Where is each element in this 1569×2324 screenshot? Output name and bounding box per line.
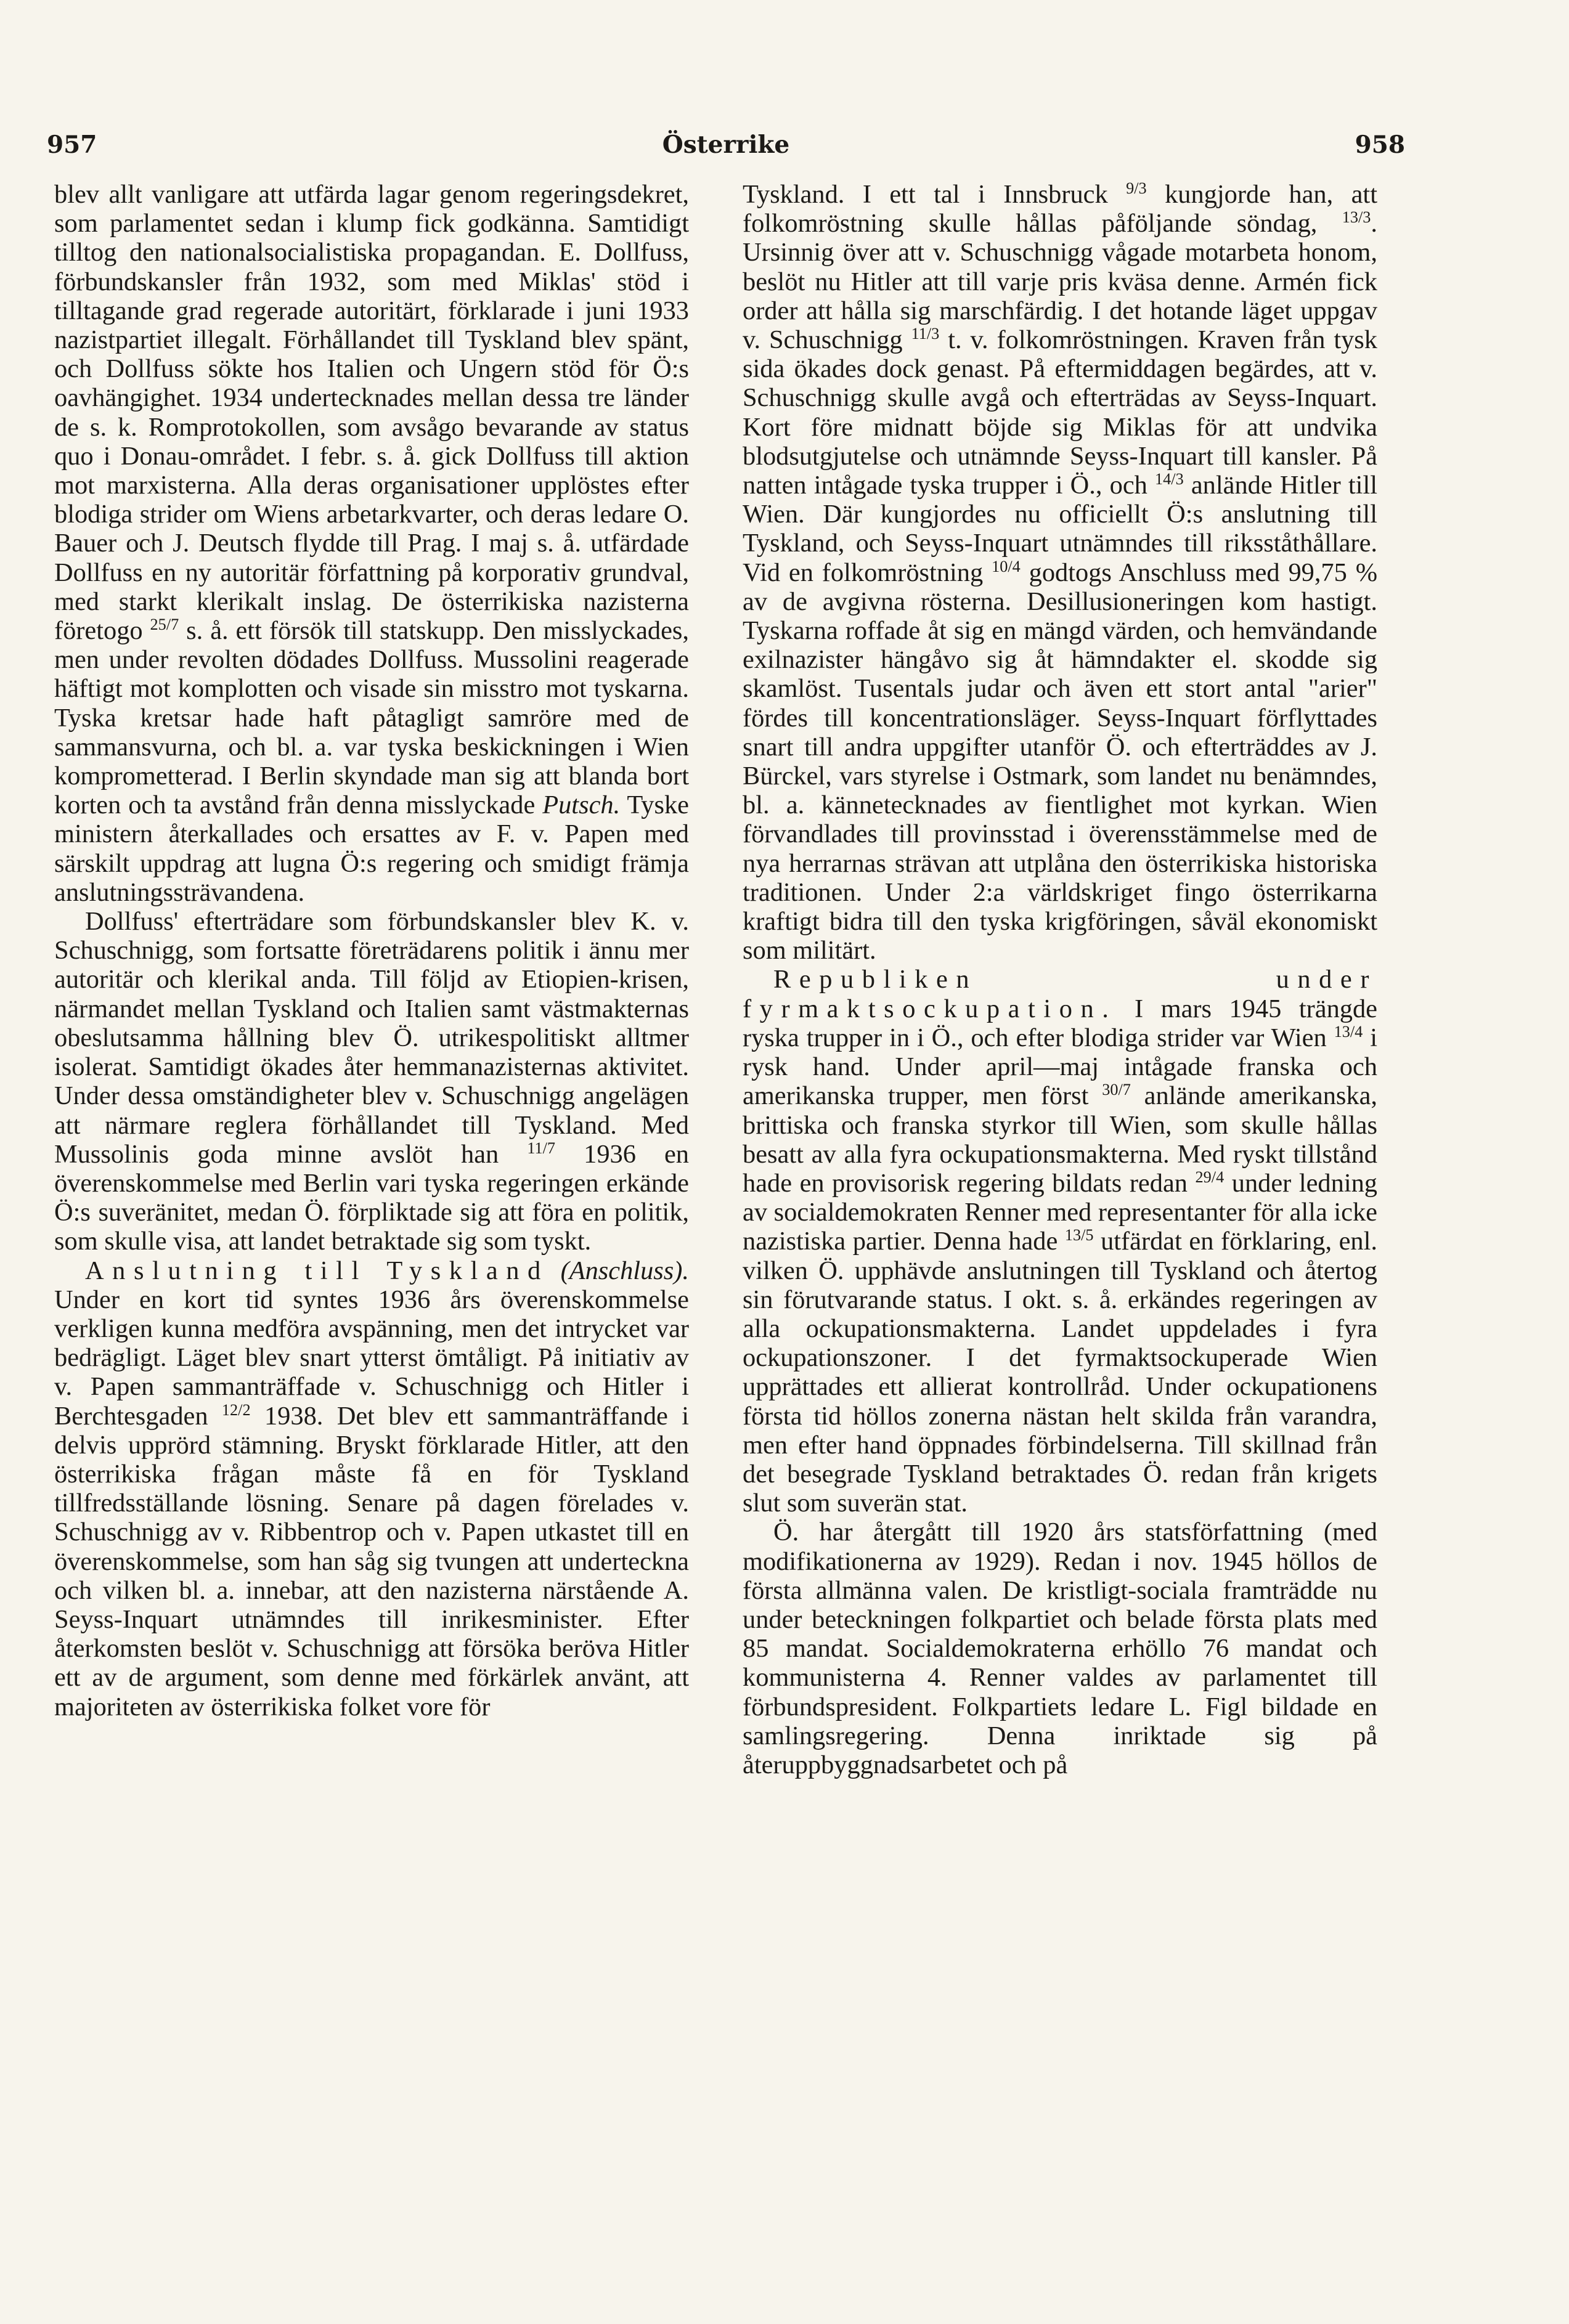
text: kungjorde han, att folkomröstning skulle hållas påföljande söndag, <box>743 180 1377 238</box>
date-fraction: 10/4 <box>992 557 1021 575</box>
italic-term: Putsch. <box>542 790 621 820</box>
text: s. å. ett försök till statskupp. Den misslyckades, men under revolten dödades Dollfuss. Mussolini reagerade häftigt mot komplotten och visade sin misstro mot tyskarna. Tyska kretsar hade haft påtagligt samröre med de sammansvurna, och bl. a. var tyska beskickningen i Wien komprometterad. I Berlin skyndade man sig att blanda bort korten och ta avstånd från denna misslyckade <box>54 616 689 820</box>
section-heading: Anslutning till Tyskland <box>85 1256 549 1285</box>
text: 1936 en överenskommelse med Berlin vari tyska regeringen erkände Ö:s suveränitet, medan Ö. förpliktade sig att föra en politik, som skulle visa, att landet betraktade sig som tyskt. <box>54 1139 689 1256</box>
date-fraction: 13/4 <box>1334 1022 1363 1041</box>
text: Under en kort tid syntes 1936 års överenskommelse verkligen kunna medföra avspänning, men det intrycket var bedrägligt. Läget blev snart ytterst ömtåligt. På initiativ av v. Papen sammanträffade v. Schuschnigg och Hitler i Berchtesgaden <box>54 1285 689 1431</box>
date-fraction: 12/2 <box>221 1400 251 1419</box>
date-fraction: 11/7 <box>527 1139 556 1157</box>
page-number-right: 958 <box>1355 131 1405 159</box>
running-title: Österrike <box>662 131 790 159</box>
left-column <box>54 180 689 1721</box>
section-heading: Republiken under fyrmaktsockupation. <box>743 965 1377 1023</box>
date-fraction: 25/7 <box>150 615 179 633</box>
text: . Ursinnig över att v. Schuschnigg vågade motarbeta honom, beslöt nu Hitler att till varje pris kväsa denne. Armén fick order att hålla sig marschfärdig. I det hotande läget uppgav v. Schuschnigg <box>743 209 1377 355</box>
text: t. v. folkomröstningen. Kraven från tysk sida ökades dock genast. På eftermiddagen begärdes, att v. Schuschnigg skulle avgå och efterträdas av Seyss-Inquart. Kort före midnatt böjde sig Miklas för att undvika blodsutgjutelse och utnämnde Seyss-Inquart till kansler. På natten intågade tyska trupper i Ö., och <box>743 325 1377 500</box>
paragraph <box>54 907 689 1256</box>
page-number-left: 957 <box>47 131 97 159</box>
text: blev allt vanligare att utfärda lagar genom regeringsdekret, som parlamentet sedan i klump fick godkänna. Samtidigt tilltog den nationalsocialistiska propagandan. E. Dollfuss, förbundskansler från 1932, som med Miklas' stöd i tilltagande grad regerade autoritärt, förklarade i juni 1933 nazistpartiet illegalt. Förhållandet till Tyskland blev spänt, och Dollfuss sökte hos Italien och Ungern stöd för Ö:s oavhängighet. 1934 undertecknades mellan dessa tre länder de s. k. Romprotokollen, som avsågo bevarande av status quo i Donau-området. I febr. s. å. gick Dollfuss till aktion mot marxisterna. Alla deras organisationer upplöstes efter blodiga strider om Wiens arbetarkvarter, och deras ledare O. Bauer och J. Deutsch flydde till Prag. I maj s. å. utfärdade Dollfuss en ny autoritär författning på korporativ grundval, med starkt klerikalt inslag. De österrikiska nazisterna företogo <box>54 180 689 646</box>
date-fraction: 13/5 <box>1064 1226 1094 1245</box>
text: utfärdat en förklaring, enl. vilken Ö. upphävde anslutningen till Tyskland och återtog sin förutvarande status. I okt. s. å. erkändes regeringen av alla ockupationsmakterna. Landet uppdelades i fyra ockupationszoner. I det fyrmaktsockuperade Wien upprättades ett allierat kontrollråd. Under ockupationens första tid höllos zonerna nästan helt skilda från varandra, men efter hand öppnades förbindelserna. Till skillnad från det besegrade Tyskland betraktades Ö. redan från krigets slut som suverän stat. <box>743 1227 1377 1518</box>
date-fraction: 29/4 <box>1195 1168 1225 1186</box>
text: Tyske ministern återkallades och ersattes av F. v. Papen med särskilt uppdrag att lugna Ö:s regering och smidigt främja anslutningssträvandena. <box>54 790 690 907</box>
text: Ö. har återgått till 1920 års statsförfattning (med modifikationerna av 1929). Redan i nov. 1945 höllos de första allmänna valen. De kristligt-sociala framträdde nu under beteckningen folkpartiet och belade första plats med 85 mandat. Socialdemokraterna erhöllo 76 mandat och kommunisterna 4. Renner valdes av parlamentet till förbundspresident. Folkpartiets ledare L. Figl bildade en samlingsregering. Denna inriktade sig på återuppbyggnadsarbetet och på <box>743 1518 1377 1779</box>
italic-term: (Anschluss). <box>560 1256 689 1285</box>
paragraph <box>743 1518 1377 1779</box>
text: I mars 1945 trängde ryska trupper in i Ö., och efter blodiga strider var Wien <box>743 994 1377 1052</box>
text: under ledning av socialdemokraten Renner med representanter för alla icke nazistiska partier. Denna hade <box>743 1168 1377 1256</box>
text: Dollfuss' efterträdare som förbundskansler blev K. v. Schuschnigg, som fortsatte företrädarens politik i ännu mer autoritär och klerikal anda. Till följd av Etiopien-krisen, närmandet mellan Tyskland och Italien samt västmakternas obeslutsamma hållning blev Ö. utrikespolitiskt alltmer isolerat. Samtidigt ökades åter hemmanazisternas aktivitet. Under dessa omständigheter blev v. Schuschnigg angelägen att närmare reglera förhållandet till Tyskland. Med Mussolinis goda minne avslöt han <box>54 907 689 1169</box>
paragraph <box>743 180 1377 965</box>
right-column <box>743 180 1377 1779</box>
text: 1938. Det blev ett sammanträffande i delvis upprörd stämning. Bryskt förklarade Hitler, att den österrikiska frågan måste få en för Tyskland tillfredsställande lösning. Senare på dagen förelades v. Schuschnigg av v. Ribbentrop och v. Papen utkastet till en överenskommelse, som han såg sig tvungen att underteckna och vilken bl. a. innebar, att den nazisterna närstående A. Seyss-Inquart utnämndes till inrikesminister. Efter återkomsten beslöt v. Schuschnigg att försöka beröva Hitler ett av de argument, som denne med förkärlek använt, att majoriteten av österrikiska folket vore för <box>54 1401 690 1721</box>
text: Tyskland. I ett tal i Innsbruck <box>743 180 1127 209</box>
date-fraction: 13/3 <box>1342 208 1371 227</box>
text: godtogs Anschluss med 99,75 % av de avgivna rösterna. Desillusioneringen kom hastigt. Tyskarna roffade åt sig en mängd värden, och hemvändande exilnazister hängåvo sig åt hämndakter el. skodde sig skamlöst. Tusentals judar och även ett stort antal "arier" fördes till koncentrationsläger. Seyss-Inquart förflyttades snart till andra uppgifter utanför Ö. och efterträddes av J. Bürckel, vars styrelse i Ostmark, som landet nu benämndes, bl. a. kännetecknades av fientlighet mot kyrkan. Wien förvandlades till provinsstad i överensstämmelse med de nya herrarnas strävan att utplåna den österrikiska historiska traditionen. Under 2:a världskriget fingo österrikarna kraftigt bidra till den tyska krigföringen, såväl ekonomiskt som militärt. <box>743 558 1378 965</box>
date-fraction: 14/3 <box>1155 469 1184 488</box>
page-header <box>47 131 1405 168</box>
paragraph <box>54 1256 689 1721</box>
text: anlände amerikanska, brittiska och franska styrkor till Wien, som skulle hållas besatt av alla fyra ockupationsmakterna. Med ryskt tillstånd hade en provisorisk regering bildats redan <box>743 1081 1377 1198</box>
text: anlände Hitler till Wien. Där kungjordes nu officiellt Ö:s anslutning till Tyskland, och Seyss-Inquart utnämndes till riksståthållare. Vid en folkomröstning <box>743 471 1377 587</box>
paragraph <box>743 965 1377 1518</box>
date-fraction: 9/3 <box>1126 179 1147 197</box>
date-fraction: 30/7 <box>1102 1081 1131 1099</box>
date-fraction: 11/3 <box>911 324 940 343</box>
text: i rysk hand. Under april—maj intågade franska och amerikanska trupper, men först <box>743 1023 1377 1111</box>
paragraph <box>54 180 689 907</box>
